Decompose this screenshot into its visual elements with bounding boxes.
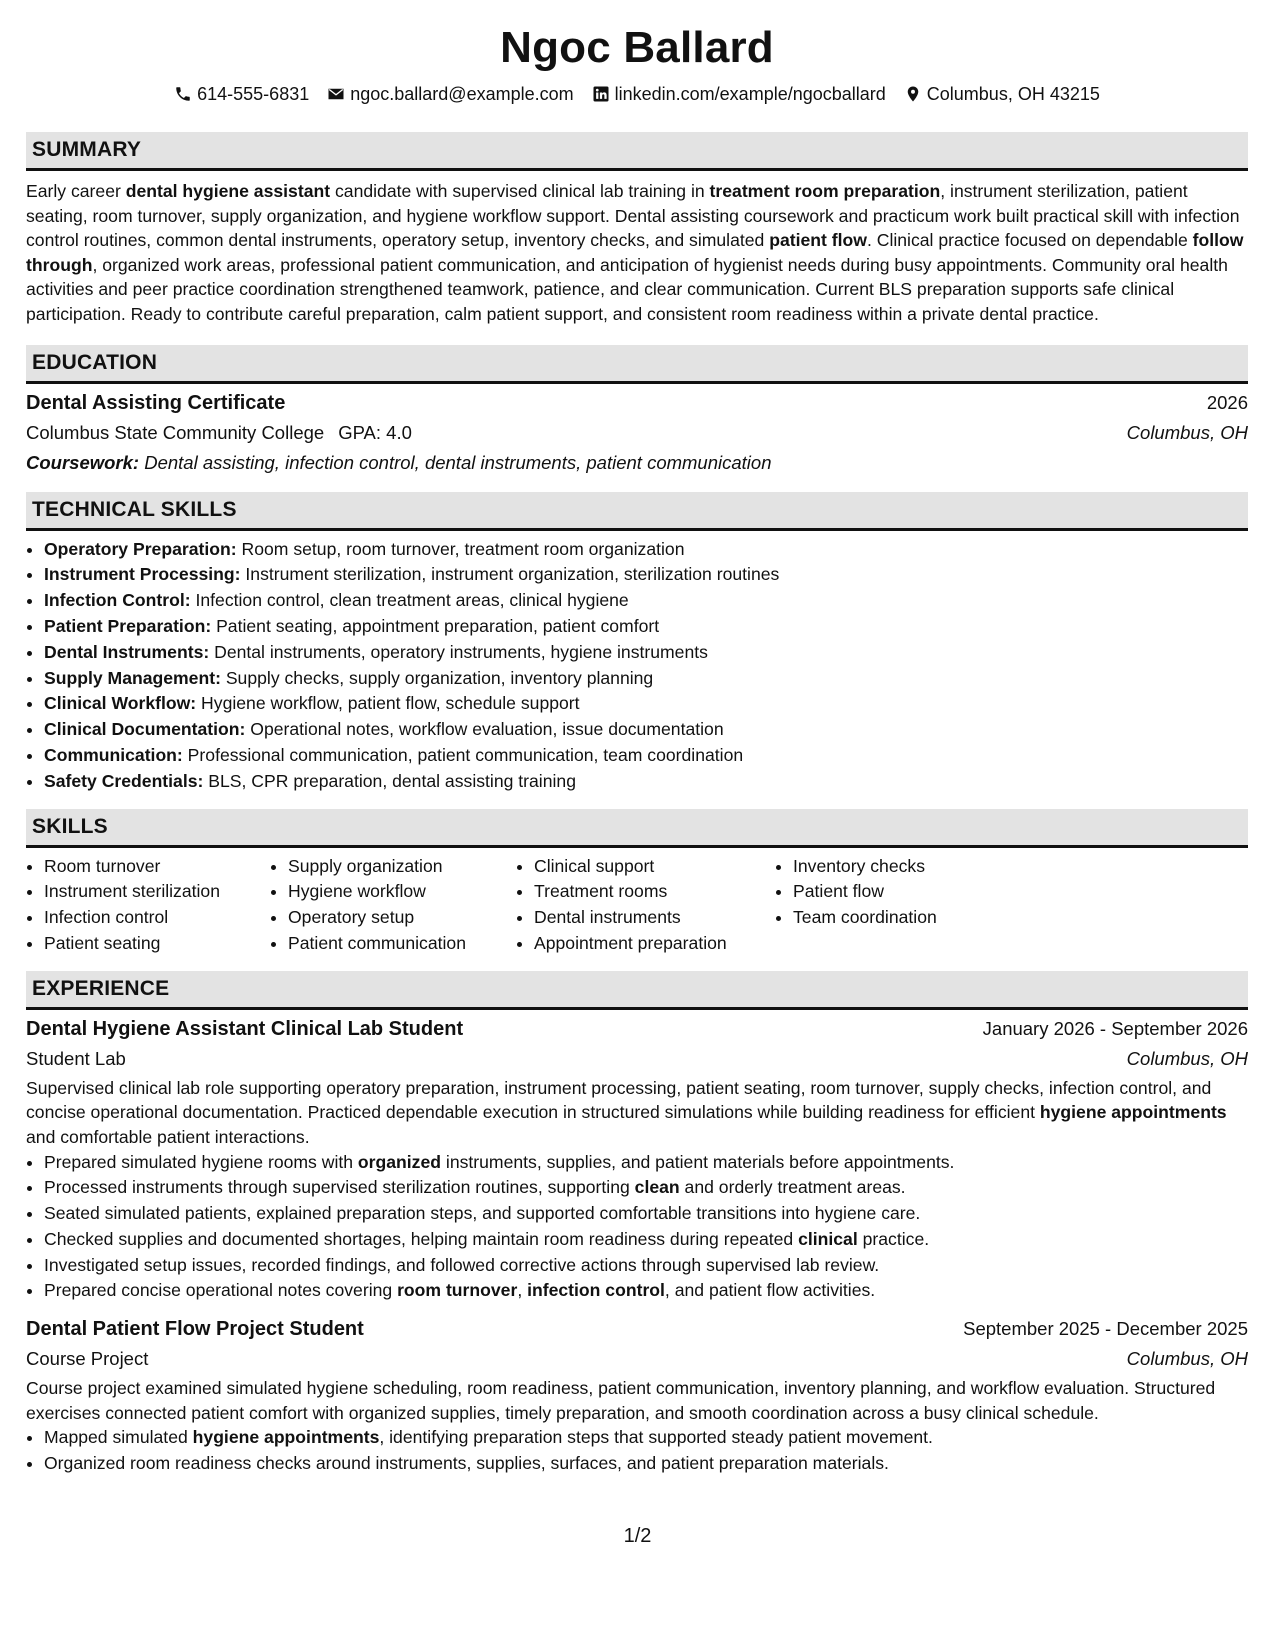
job-org: Course Project — [26, 1348, 149, 1370]
list-item: • Investigated setup issues, recorded findings, and followed corrective actions through supervised lab review. — [44, 1253, 1248, 1279]
list-item: • Seated simulated patients, explained preparation steps, and supported comfortable transitions into hygiene care. — [44, 1201, 1248, 1227]
list-item: • Prepared simulated hygiene rooms with organized instruments, supplies, and patient materials before appointments. — [44, 1150, 1248, 1176]
contact-phone[interactable] — [174, 82, 309, 106]
list-item: • Patient communication — [288, 931, 516, 957]
school-name: Columbus State Community College — [26, 421, 325, 443]
list-item: • Team coordination — [793, 905, 993, 931]
gpa: GPA: 4.0 — [338, 421, 412, 443]
list-item: • Prepared concise operational notes covering room turnover, infection control, and patient flow activities. — [44, 1278, 1248, 1304]
job-title: Dental Hygiene Assistant Clinical Lab Student — [26, 1017, 464, 1040]
job-bullets — [26, 1150, 1248, 1305]
email-address: ngoc.ballard@example.com — [350, 84, 574, 104]
resume-page — [26, 0, 1248, 1477]
map-pin-icon — [904, 85, 922, 103]
list-item: • Supply Management: Supply checks, supply organization, inventory planning — [44, 666, 1248, 692]
list-item: • Treatment rooms — [534, 879, 775, 905]
list-item: • Hygiene workflow — [288, 879, 516, 905]
skills-grid — [26, 854, 1248, 957]
job-title: Dental Patient Flow Project Student — [26, 1318, 364, 1341]
school-location: Columbus, OH — [1126, 421, 1248, 443]
envelope-icon — [327, 85, 345, 103]
list-item: • Patient Preparation: Patient seating, appointment preparation, patient comfort — [44, 614, 1248, 640]
list-item: • Infection control — [44, 905, 270, 931]
job-org: Student Lab — [26, 1047, 126, 1069]
list-item: • Processed instruments through supervised sterilization routines, supporting clean and orderly treatment areas. — [44, 1175, 1248, 1201]
list-item: • Instrument sterilization — [44, 879, 270, 905]
page-number: 1/2 — [623, 1525, 652, 1547]
list-item: • Instrument Processing: Instrument sterilization, instrument organization, sterilization routines — [44, 562, 1248, 588]
experience-entry — [26, 1314, 1248, 1477]
list-item: • Clinical Workflow: Hygiene workflow, patient flow, schedule support — [44, 691, 1248, 717]
phone-icon — [174, 85, 192, 103]
list-item: • Safety Credentials: BLS, CPR preparation, dental assisting training — [44, 769, 1248, 795]
job-dates: September 2025 - December 2025 — [963, 1318, 1248, 1340]
list-item: • Dental instruments — [534, 905, 775, 931]
list-item: • Communication: Professional communication, patient communication, team coordination — [44, 743, 1248, 769]
graduation-year: 2026 — [1206, 391, 1248, 413]
linkedin-icon — [592, 85, 610, 103]
summary-heading: SUMMARY — [26, 132, 1248, 171]
phone-number: 614-555-6831 — [197, 84, 310, 104]
location-text: Columbus, OH 43215 — [926, 84, 1100, 104]
list-item: • Room turnover — [44, 854, 270, 880]
summary-text: Early career dental hygiene assistant candidate with supervised clinical lab training in treatment room preparation, instrument sterilization, patient seating, room turnover, supply organization, and hygiene workflow support. Dental assisting coursework and practicum work built practical skill with infection control routines, common dental instruments, operatory setup, inventory checks, and simulated patient flow. Clinical practice focused on dependable follow through, organized work areas, professional patient communication, and anticipation of hygienist needs during busy appointments. Community oral health activities and peer practice coordination strengthened teamwork, patience, and clear communication. Current BLS preparation supports safe clinical participation. Ready to contribute careful preparation, calm patient support, and consistent room readiness within a private dental practice. — [26, 181, 1244, 324]
education-section — [26, 345, 1248, 478]
skills-column — [516, 854, 775, 957]
list-item: • Operatory Preparation: Room setup, room turnover, treatment room organization — [44, 537, 1248, 563]
technical-skills-heading: TECHNICAL SKILLS — [26, 492, 1248, 531]
job-description: Course project examined simulated hygiene scheduling, room readiness, patient communication, inventory planning, and workflow evaluation. Structured exercises connected patient comfort with organized supplies, timely preparation, and smooth coordination across a busy clinical schedule. — [26, 1378, 1216, 1423]
coursework: Coursework: Dental assisting, infection control, dental instruments, patient communication — [26, 451, 772, 473]
technical-skills-section — [26, 492, 1248, 795]
skills-column — [775, 854, 993, 957]
list-item: • Infection Control: Infection control, clean treatment areas, clinical hygiene — [44, 588, 1248, 614]
list-item: • Patient flow — [793, 879, 993, 905]
list-item: • Dental Instruments: Dental instruments, operatory instruments, hygiene instruments — [44, 640, 1248, 666]
list-item: • Supply organization — [288, 854, 516, 880]
list-item: • Organized room readiness checks around instruments, supplies, surfaces, and patient preparation materials. — [44, 1451, 1248, 1477]
job-location: Columbus, OH — [1126, 1047, 1248, 1069]
contact-email[interactable] — [327, 82, 573, 106]
list-item: • Operatory setup — [288, 905, 516, 931]
list-item: • Inventory checks — [793, 854, 993, 880]
list-item: • Clinical Documentation: Operational notes, workflow evaluation, issue documentation — [44, 717, 1248, 743]
job-dates: January 2026 - September 2026 — [982, 1017, 1248, 1039]
contact-linkedin[interactable] — [592, 82, 886, 106]
experience-section — [26, 971, 1248, 1477]
skills-heading: SKILLS — [26, 809, 1248, 848]
list-item: • Mapped simulated hygiene appointments, identifying preparation steps that supported steady patient movement. — [44, 1425, 1248, 1451]
experience-entry — [26, 1014, 1248, 1305]
contact-row — [26, 82, 1248, 106]
skills-column — [270, 854, 516, 957]
candidate-name: Ngoc Ballard — [500, 23, 774, 72]
list-item: • Clinical support — [534, 854, 775, 880]
linkedin-url: linkedin.com/example/ngocballard — [614, 84, 886, 104]
education-heading: EDUCATION — [26, 345, 1248, 384]
experience-heading: EXPERIENCE — [26, 971, 1248, 1010]
skills-section — [26, 809, 1248, 957]
list-item: • Checked supplies and documented shortages, helping maintain room readiness during repeated clinical practice. — [44, 1227, 1248, 1253]
list-item: • Patient seating — [44, 931, 270, 957]
contact-location — [904, 82, 1100, 106]
degree-title: Dental Assisting Certificate — [26, 391, 286, 414]
technical-skills-list — [26, 537, 1248, 795]
job-bullets — [26, 1425, 1248, 1477]
summary-section — [26, 132, 1248, 327]
skills-column — [26, 854, 270, 957]
job-location: Columbus, OH — [1126, 1348, 1248, 1370]
list-item: • Appointment preparation — [534, 931, 775, 957]
job-description: Supervised clinical lab role supporting operatory preparation, instrument processing, patient seating, room turnover, supply checks, infection control, and concise operational documentation. Practiced dependable execution in structured simulations while building readiness for efficient hygiene appointments and comfortable patient interactions. — [26, 1077, 1227, 1147]
